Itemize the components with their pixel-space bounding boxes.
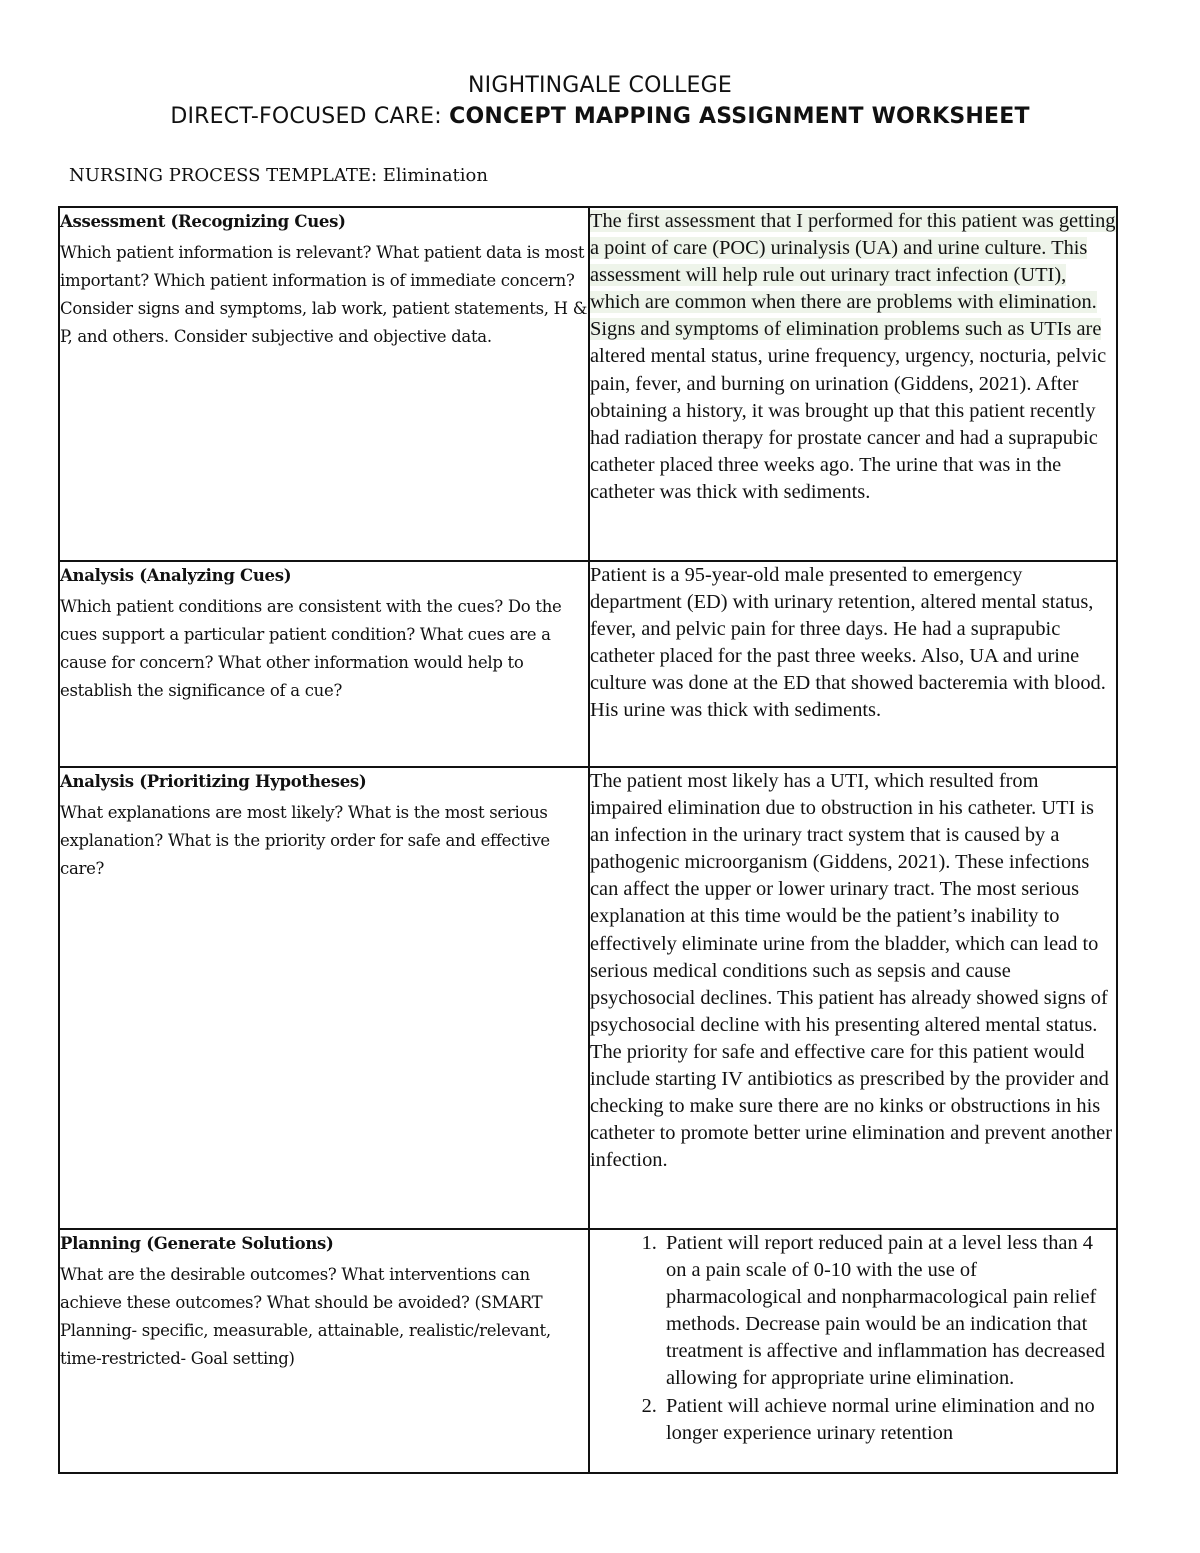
- row-prompt: Which patient information is relevant? What patient data is most important? Which patient information is of immediate concern? Consider signs and symptoms, lab work, patient statements, H & P, and others. Consider subjective and objective data.: [60, 243, 588, 346]
- answer-text-rest: altered mental status, urine frequency, urgency, nocturia, pelvic pain, fever, and burning on urination (Giddens, 2021). After obtaining a history, it was brought up that this patient recently had radiation therapy for prostate cancer and had a suprapubic catheter placed three weeks ago. The urine that was in the catheter was thick with sediments.: [590, 345, 1107, 503]
- row-prompt: What are the desirable outcomes? What interventions can achieve these outcomes? What should be avoided? (SMART Planning- specific, measurable, attainable, realistic/relevant, time-restricted- Goal setting): [60, 1265, 551, 1368]
- answer-text: Patient is a 95-year-old male presented to emergency department (ED) with urinary retention, altered mental status, fever, and pelvic pain for three days. He had a suprapubic catheter placed for the past three weeks. Also, UA and urine culture was done at the ED that showed bacteremia with blood. His urine was thick with sediments.: [590, 564, 1106, 722]
- table-row-planning: [59, 1229, 1117, 1473]
- analyzing-cues-prompt-cell: [59, 561, 589, 767]
- row-heading: Analysis (Prioritizing Hypotheses): [60, 772, 367, 791]
- worksheet-title-bold: CONCEPT MAPPING ASSIGNMENT WORKSHEET: [449, 104, 1030, 129]
- goal-list: [590, 1230, 1116, 1447]
- college-title: NIGHTINGALE COLLEGE: [467, 73, 732, 98]
- highlighted-text: The first assessment that I performed for this patient was getting a point of care (POC) urinalysis (UA) and urine culture. This assessment will help rule out urinary tract infection (UTI), which are common when there are problems with elimination. Signs and symptoms of elimination problems such as UTIs are: [590, 210, 1116, 341]
- table-row-analyzing-cues: [59, 561, 1117, 767]
- table-row-prioritizing-hypotheses: [59, 767, 1117, 1229]
- prioritizing-prompt-cell: [59, 767, 589, 1229]
- row-heading: Assessment (Recognizing Cues): [60, 212, 346, 231]
- analyzing-cues-answer-cell[interactable]: [589, 561, 1117, 767]
- assessment-prompt-cell: [59, 207, 589, 561]
- template-label: NURSING PROCESS TEMPLATE: Elimination: [69, 165, 488, 186]
- answer-text: [590, 208, 1116, 506]
- prioritizing-answer-cell[interactable]: [589, 767, 1117, 1229]
- row-heading: Analysis (Analyzing Cues): [60, 566, 292, 585]
- worksheet-title: [0, 104, 1200, 129]
- concept-map-table: [58, 206, 1118, 1474]
- worksheet-title-prefix: DIRECT-FOCUSED CARE:: [170, 104, 450, 129]
- assessment-answer-cell[interactable]: [589, 207, 1117, 561]
- row-prompt: Which patient conditions are consistent with the cues? Do the cues support a particular patient condition? What cues are a cause for concern? What other information would help to establish the significance of a cue?: [60, 597, 562, 700]
- planning-prompt-cell: [59, 1229, 589, 1473]
- list-item: 2. Patient will achieve normal urine elimination and no longer experience urinary retention: [662, 1393, 1116, 1447]
- answer-text: The patient most likely has a UTI, which resulted from impaired elimination due to obstruction in his catheter. UTI is an infection in the urinary tract system that is caused by a pathogenic microorganism (Giddens, 2021). These infections can affect the upper or lower urinary tract. The most serious explanation at this time would be the patient’s inability to effectively eliminate urine from the bladder, which can lead to serious medical conditions such as sepsis and cause psychosocial declines. This patient has already showed signs of psychosocial decline with his presenting altered mental status. The priority for safe and effective care for this patient would include starting IV antibiotics as prescribed by the provider and checking to make sure there are no kinks or obstructions in his catheter to promote better urine elimination and prevent another infection.: [590, 770, 1113, 1172]
- row-prompt: What explanations are most likely? What is the most serious explanation? What is the priority order for safe and effective care?: [60, 803, 550, 878]
- table-row-assessment: [59, 207, 1117, 561]
- row-heading: Planning (Generate Solutions): [60, 1234, 334, 1253]
- planning-answer-cell[interactable]: [589, 1229, 1117, 1473]
- list-item: 1. Patient will report reduced pain at a level less than 4 on a pain scale of 0-10 with the use of pharmacological and nonpharmacological pain relief methods. Decrease pain would be an indication that treatment is affective and inflammation has decreased allowing for appropriate urine elimination.: [662, 1230, 1116, 1393]
